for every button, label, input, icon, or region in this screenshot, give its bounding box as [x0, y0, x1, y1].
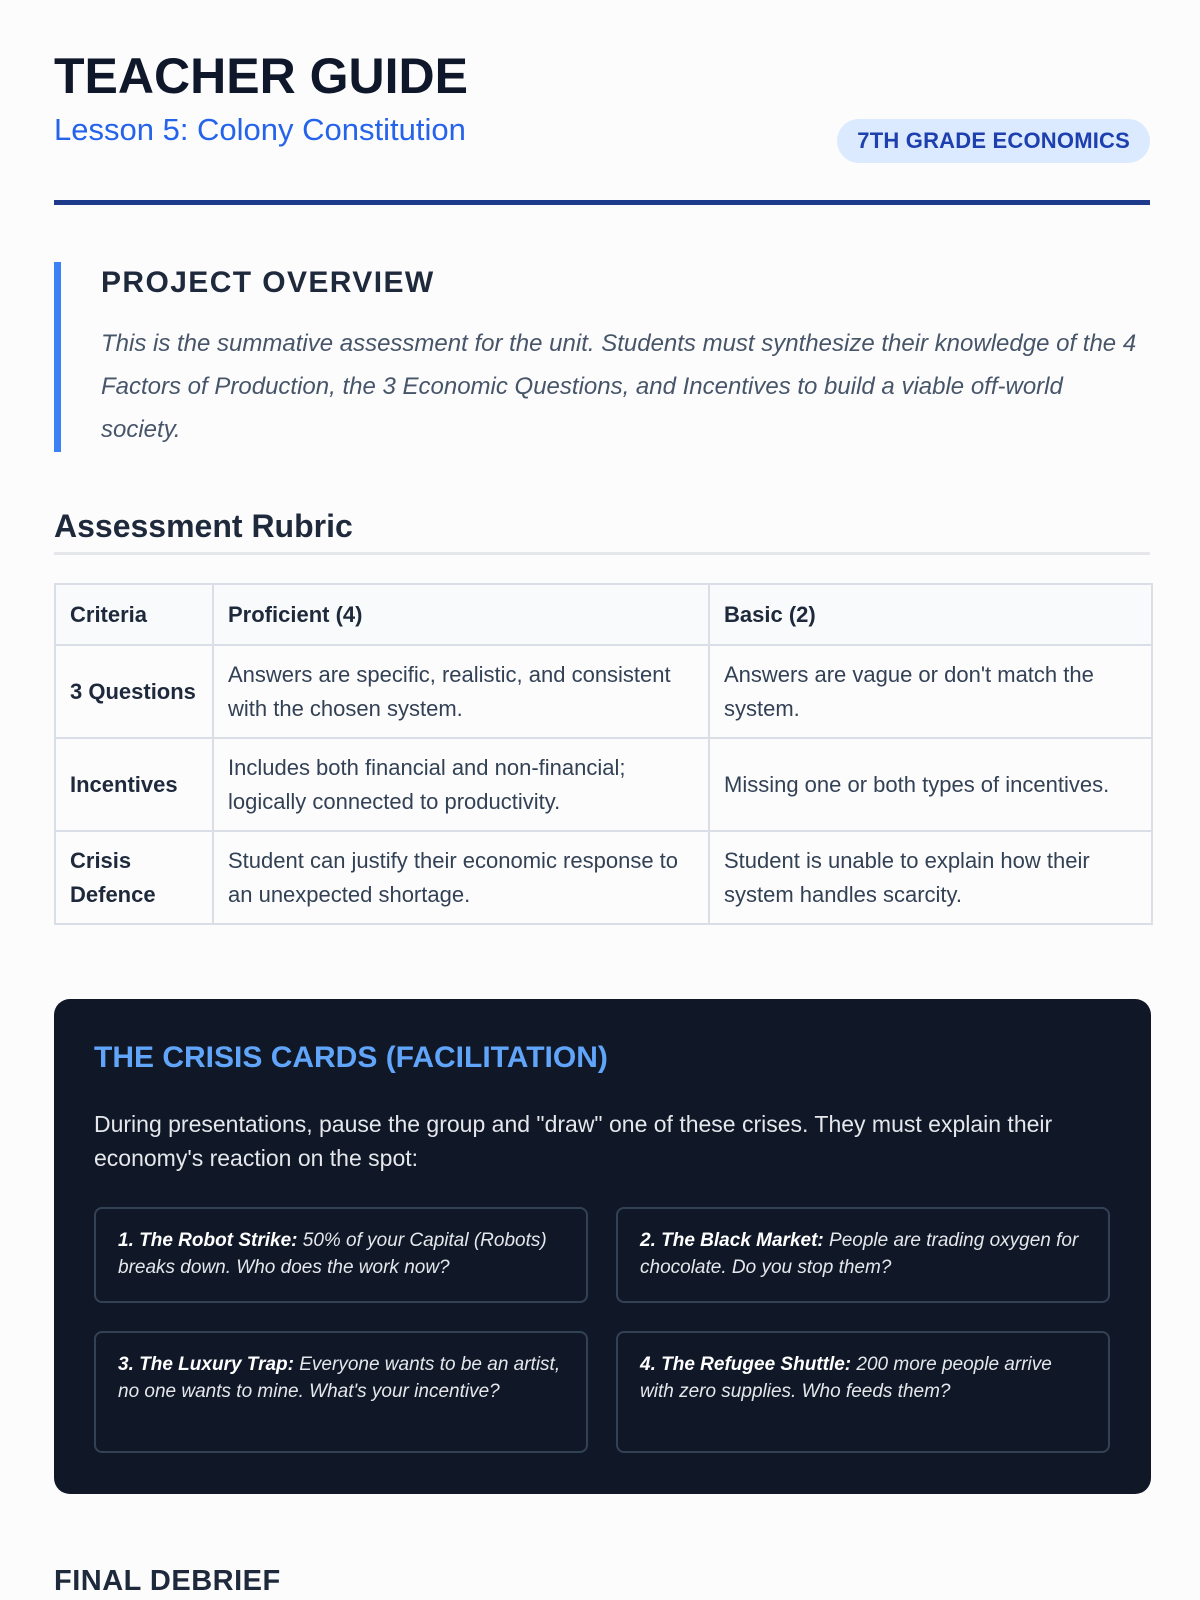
crisis-card-black-market	[616, 1207, 1110, 1303]
basic-cell: Answers are vague or don't match the system.	[709, 645, 1152, 738]
header-divider	[54, 200, 1150, 205]
crisis-card-title: 3. The Luxury Trap:	[118, 1354, 300, 1375]
overview-accent-bar	[54, 262, 61, 452]
criteria-cell: Incentives	[55, 738, 213, 831]
crisis-card-text: 200 more people arrive with zero supplies. Who feeds them?	[640, 1354, 1052, 1402]
table-row	[55, 738, 1152, 831]
column-header-basic: Basic (2)	[709, 584, 1152, 645]
assessment-rubric-table	[54, 583, 1153, 925]
project-overview	[54, 260, 1150, 450]
crisis-card-robot-strike	[94, 1207, 588, 1303]
crisis-card-title: 4. The Refugee Shuttle:	[640, 1354, 857, 1375]
basic-cell: Missing one or both types of incentives.	[709, 738, 1152, 831]
crisis-heading: THE CRISIS CARDS (FACILITATION)	[94, 1041, 608, 1074]
table-header-row	[55, 584, 1152, 645]
table-row	[55, 831, 1152, 924]
rubric-divider	[54, 552, 1150, 555]
crisis-card-refugee-shuttle	[616, 1331, 1110, 1453]
crisis-card-text: People are trading oxygen for chocolate. Do you stop them?	[640, 1230, 1079, 1278]
crisis-card-text: Everyone wants to be an artist, no one wants to mine. What's your incentive?	[118, 1354, 561, 1402]
proficient-cell: Includes both financial and non-financial; logically connected to productivity.	[213, 738, 709, 831]
rubric-heading: Assessment Rubric	[54, 508, 353, 544]
page-title: TEACHER GUIDE	[54, 48, 468, 104]
page-header	[54, 48, 1150, 153]
column-header-criteria: Criteria	[55, 584, 213, 645]
table-row	[55, 645, 1152, 738]
overview-heading: PROJECT OVERVIEW	[101, 266, 435, 299]
grade-badge: 7TH GRADE ECONOMICS	[837, 119, 1150, 163]
proficient-cell: Answers are specific, realistic, and consistent with the chosen system.	[213, 645, 709, 738]
criteria-cell: Crisis Defence	[55, 831, 213, 924]
crisis-intro: During presentations, pause the group and "draw" one of these crises. They must explain their economy's reaction on the spot:	[94, 1111, 1053, 1171]
proficient-cell: Student can justify their economic response to an unexpected shortage.	[213, 831, 709, 924]
overview-text: This is the summative assessment for the unit. Students must synthesize their knowledge of the 4 Factors of Production, the 3 Economic Questions, and Incentives to build a viable off-world society.	[101, 330, 1137, 443]
column-header-proficient: Proficient (4)	[213, 584, 709, 645]
crisis-card-text: 50% of your Capital (Robots) breaks down. Who does the work now?	[118, 1230, 547, 1278]
lesson-subtitle: Lesson 5: Colony Constitution	[54, 111, 466, 147]
final-debrief-heading: FINAL DEBRIEF	[54, 1565, 281, 1597]
crisis-card-title: 1. The Robot Strike:	[118, 1230, 303, 1251]
criteria-cell: 3 Questions	[55, 645, 213, 738]
crisis-cards-panel	[54, 999, 1151, 1494]
basic-cell: Student is unable to explain how their system handles scarcity.	[709, 831, 1152, 924]
crisis-card-luxury-trap	[94, 1331, 588, 1453]
crisis-card-title: 2. The Black Market:	[640, 1230, 830, 1251]
